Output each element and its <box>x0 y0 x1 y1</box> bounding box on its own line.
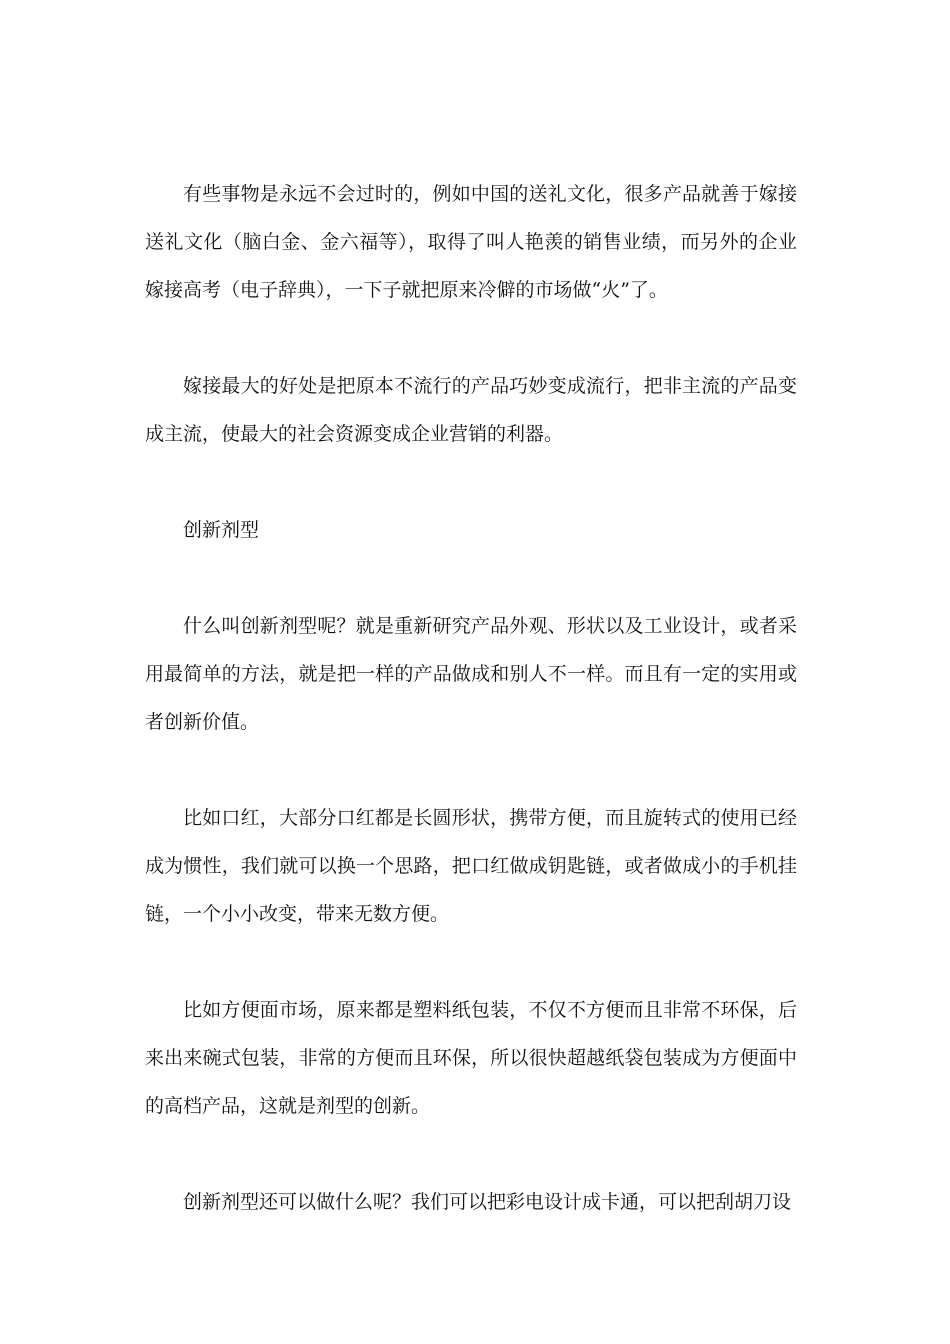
paragraph-gifting-culture: 有些事物是永远不会过时的，例如中国的送礼文化，很多产品就善于嫁接送礼文化（脑白金、金六福等），取得了叫人艳羡的销售业绩，而另外的企业嫁接高考（电子辞典），一下子就把原来冷僻的市场做“火”了。 <box>145 183 797 301</box>
paragraph-spacer <box>145 746 797 794</box>
paragraph-spacer <box>145 314 797 362</box>
paragraph-grafting-benefit: 嫁接最大的好处是把原本不流行的产品巧妙变成流行，把非主流的产品变成主流，使最大的社会资源变成企业营销的利器。 <box>145 375 797 445</box>
paragraph-spacer <box>145 1130 797 1178</box>
paragraph-spacer <box>145 458 797 506</box>
paragraph-more-innovations: 创新剂型还可以做什么呢？我们可以把彩电设计成卡通，可以把刮胡刀设 <box>183 1191 792 1213</box>
paragraph-spacer <box>145 554 797 602</box>
paragraph-instant-noodle-example: 比如方便面市场，原来都是塑料纸包装，不仅不方便而且非常不环保，后来出来碗式包装，非常的方便而且环保，所以很快超越纸袋包装成为方便面中的高档产品，这就是剂型的创新。 <box>145 999 797 1117</box>
paragraph-lipstick-example: 比如口红，大部分口红都是长圆形状，携带方便，而且旋转式的使用已经成为惯性，我们就可以换一个思路，把口红做成钥匙链，或者做成小的手机挂链，一个小小改变，带来无数方便。 <box>145 807 797 925</box>
document-body <box>145 170 797 1226</box>
paragraph-what-is-innovative-form: 什么叫创新剂型呢？就是重新研究产品外观、形状以及工业设计，或者采用最简单的方法，就是把一样的产品做成和别人不一样。而且有一定的实用或者创新价值。 <box>145 615 797 733</box>
paragraph-spacer <box>145 938 797 986</box>
section-heading-innovative-form: 创新剂型 <box>183 519 260 541</box>
